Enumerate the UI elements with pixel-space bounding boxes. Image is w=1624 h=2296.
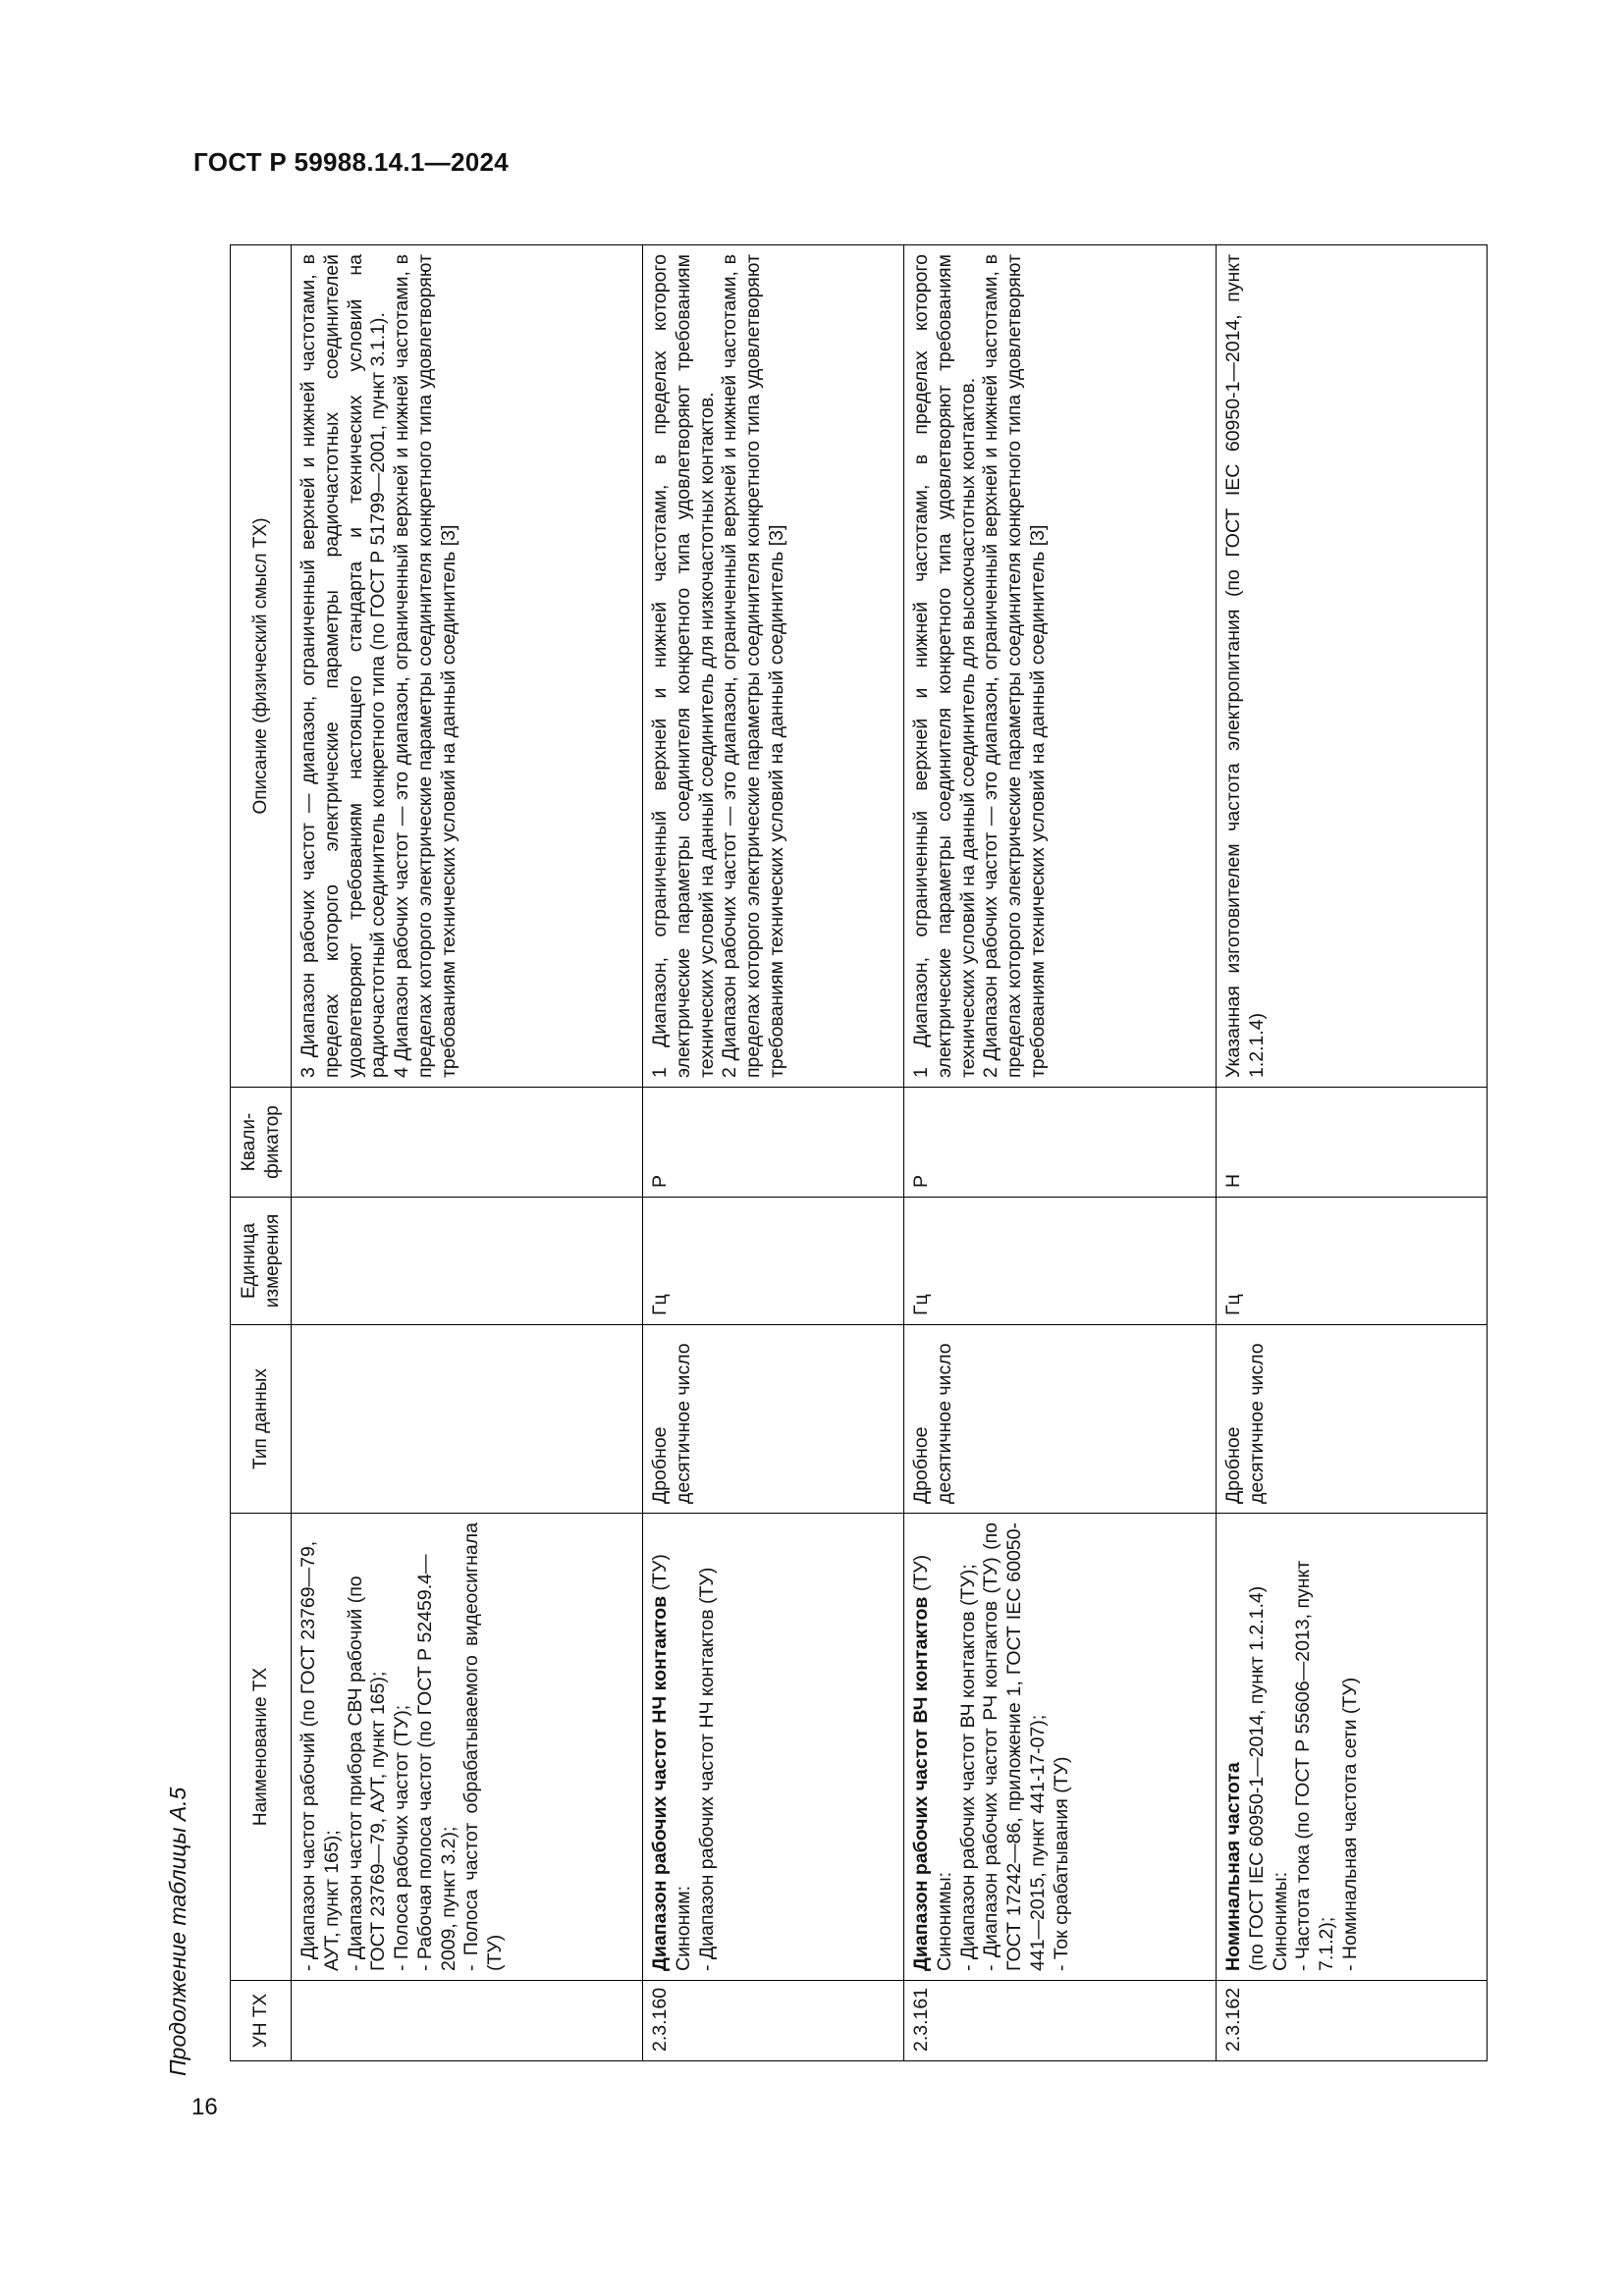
cell-qualifier: Н	[1217, 1088, 1488, 1198]
table-row	[643, 245, 904, 2061]
name-line: Синоним:	[672, 1885, 694, 1971]
cell-name	[1217, 1514, 1488, 1981]
cell-unit: Гц	[643, 1198, 904, 1325]
name-line: - Диапазон рабочих частот ВЧ контактов (ТУ);	[956, 1564, 979, 1971]
name-line: - Диапазон частот прибора СВЧ рабочий (по ГОСТ 23769—79, АУТ, пункт 165);	[344, 1575, 390, 1971]
table-row	[904, 245, 1217, 2061]
header-unit: Единица измерения	[231, 1198, 292, 1325]
rotated-table-container	[230, 245, 1487, 2061]
name-line: - Диапазон рабочих частот НЧ контактов (ТУ)	[695, 1567, 718, 1971]
header-type: Тип данных	[231, 1325, 292, 1514]
name-title: Номинальная частота	[1222, 1762, 1244, 1971]
description-paragraph: 2 Диапазон рабочих частот — это диапазон, ограниченный верхней и нижней частотами, в пределах которого электрические параметры соединителя конкретного типа удовлетворяют требованиям технических условий на данный соединитель [3]	[719, 254, 787, 1078]
name-line: - Частота тока (по ГОСТ Р 55606—2013, пункт 7.1.2);	[1292, 1560, 1338, 1971]
cell-name	[643, 1514, 904, 1981]
cell-name	[904, 1514, 1217, 1981]
cell-description	[292, 245, 643, 1088]
cell-code	[292, 1981, 643, 2061]
characteristics-table	[230, 244, 1488, 2061]
name-line: - Полоса рабочих частот (ТУ);	[391, 1704, 413, 1971]
name-line: - Полоса частот обрабатываемого видеосигнала (ТУ)	[460, 1522, 507, 1971]
cell-type: Дробное десятичное число	[1217, 1325, 1488, 1514]
cell-unit: Гц	[904, 1198, 1217, 1325]
name-line: - Диапазон частот рабочий (по ГОСТ 23769—79, АУТ, пункт 165);	[298, 1540, 343, 1971]
name-title: Диапазон рабочих частот НЧ контактов	[649, 1595, 671, 1971]
name-line: - Ток срабатывания (ТУ)	[1050, 1756, 1072, 1971]
name-line: - Диапазон рабочих частот РЧ контактов (ТУ) (по ГОСТ 17242—86, приложение 1, ГОСТ IEC 60050-441—2015, пункт 441-17-07);	[980, 1522, 1049, 1971]
document-header: ГОСТ Р 59988.14.1—2024	[193, 147, 509, 177]
description-paragraph: 2 Диапазон рабочих частот — это диапазон, ограниченный верхней и нижней частотами, в пределах которого электрические параметры соединителя конкретного типа удовлетворяют требованиям технических условий на данный соединитель [3]	[980, 254, 1049, 1078]
table-header-row	[231, 245, 292, 2061]
table-row	[1217, 245, 1488, 2061]
table-caption: Продолжение таблицы А.5	[165, 1787, 190, 2076]
cell-type	[292, 1325, 643, 1514]
cell-code: 2.3.160	[643, 1981, 904, 2061]
name-line: (по ГОСТ IEC 60950-1—2014, пункт 1.2.1.4)	[1245, 1585, 1268, 1971]
cell-qualifier	[292, 1088, 643, 1198]
cell-unit	[292, 1198, 643, 1325]
name-title-suffix: (ТУ)	[910, 1554, 932, 1597]
description-paragraph: 1 Диапазон, ограниченный верхней и нижней частотами, в пределах которого электрические параметры соединителя конкретного типа удовлетворяют требованиям технических условий на данный соединитель для низкочастотных контактов.	[649, 254, 718, 1078]
name-line: Синонимы:	[933, 1871, 955, 1971]
description-paragraph: 4 Диапазон рабочих частот — это диапазон, ограниченный верхней и нижней частотами, в пределах которого электрические параметры соединителя конкретного типа удовлетворяют требованиям технических условий на данный соединитель [3]	[391, 254, 460, 1078]
description-paragraph: 1 Диапазон, ограниченный верхней и нижней частотами, в пределах которого электрические параметры соединителя конкретного типа удовлетворяют требованиям технических условий на данный соединитель для высокочастотных контактов.	[910, 254, 979, 1078]
header-qualifier: Квали-фикатор	[231, 1088, 292, 1198]
page-number: 16	[191, 2094, 218, 2120]
name-line: - Рабочая полоса частот (по ГОСТ Р 52459.4—2009, пункт 3.2);	[413, 1554, 460, 1971]
cell-name	[292, 1514, 643, 1981]
description-paragraph: 3 Диапазон рабочих частот — диапазон, ограниченный верхней и нижней частотами, в пределах которого электрические параметры радиочастотных соединителей удовлетворяют требованиям настоящего стандарта и технических условий на радиочастотный соединитель конкретного типа (по ГОСТ Р 51799—2001, пункт 3.1.1).	[298, 254, 390, 1078]
cell-unit: Гц	[1217, 1198, 1488, 1325]
description-paragraph: Указанная изготовителем частота электропитания (по ГОСТ IEC 60950-1—2014, пункт 1.2.1.4)	[1222, 254, 1268, 1078]
cell-description	[904, 245, 1217, 1088]
header-code: УН ТХ	[231, 1981, 292, 2061]
cell-description	[643, 245, 904, 1088]
cell-code: 2.3.162	[1217, 1981, 1488, 2061]
cell-description	[1217, 245, 1488, 1088]
name-line: - Номинальная частота сети (ТУ)	[1338, 1677, 1361, 1971]
name-title: Диапазон рабочих частот ВЧ контактов	[910, 1596, 932, 1971]
table-row	[292, 245, 643, 2061]
cell-qualifier: Р	[643, 1088, 904, 1198]
name-line: Синонимы:	[1269, 1871, 1291, 1971]
cell-type: Дробное десятичное число	[643, 1325, 904, 1514]
cell-type: Дробное десятичное число	[904, 1325, 1217, 1514]
cell-qualifier: Р	[904, 1088, 1217, 1198]
name-title-suffix: (ТУ)	[649, 1554, 671, 1596]
cell-code: 2.3.161	[904, 1981, 1217, 2061]
header-description: Описание (физический смысл ТХ)	[231, 245, 292, 1088]
header-name: Наименование ТХ	[231, 1514, 292, 1981]
